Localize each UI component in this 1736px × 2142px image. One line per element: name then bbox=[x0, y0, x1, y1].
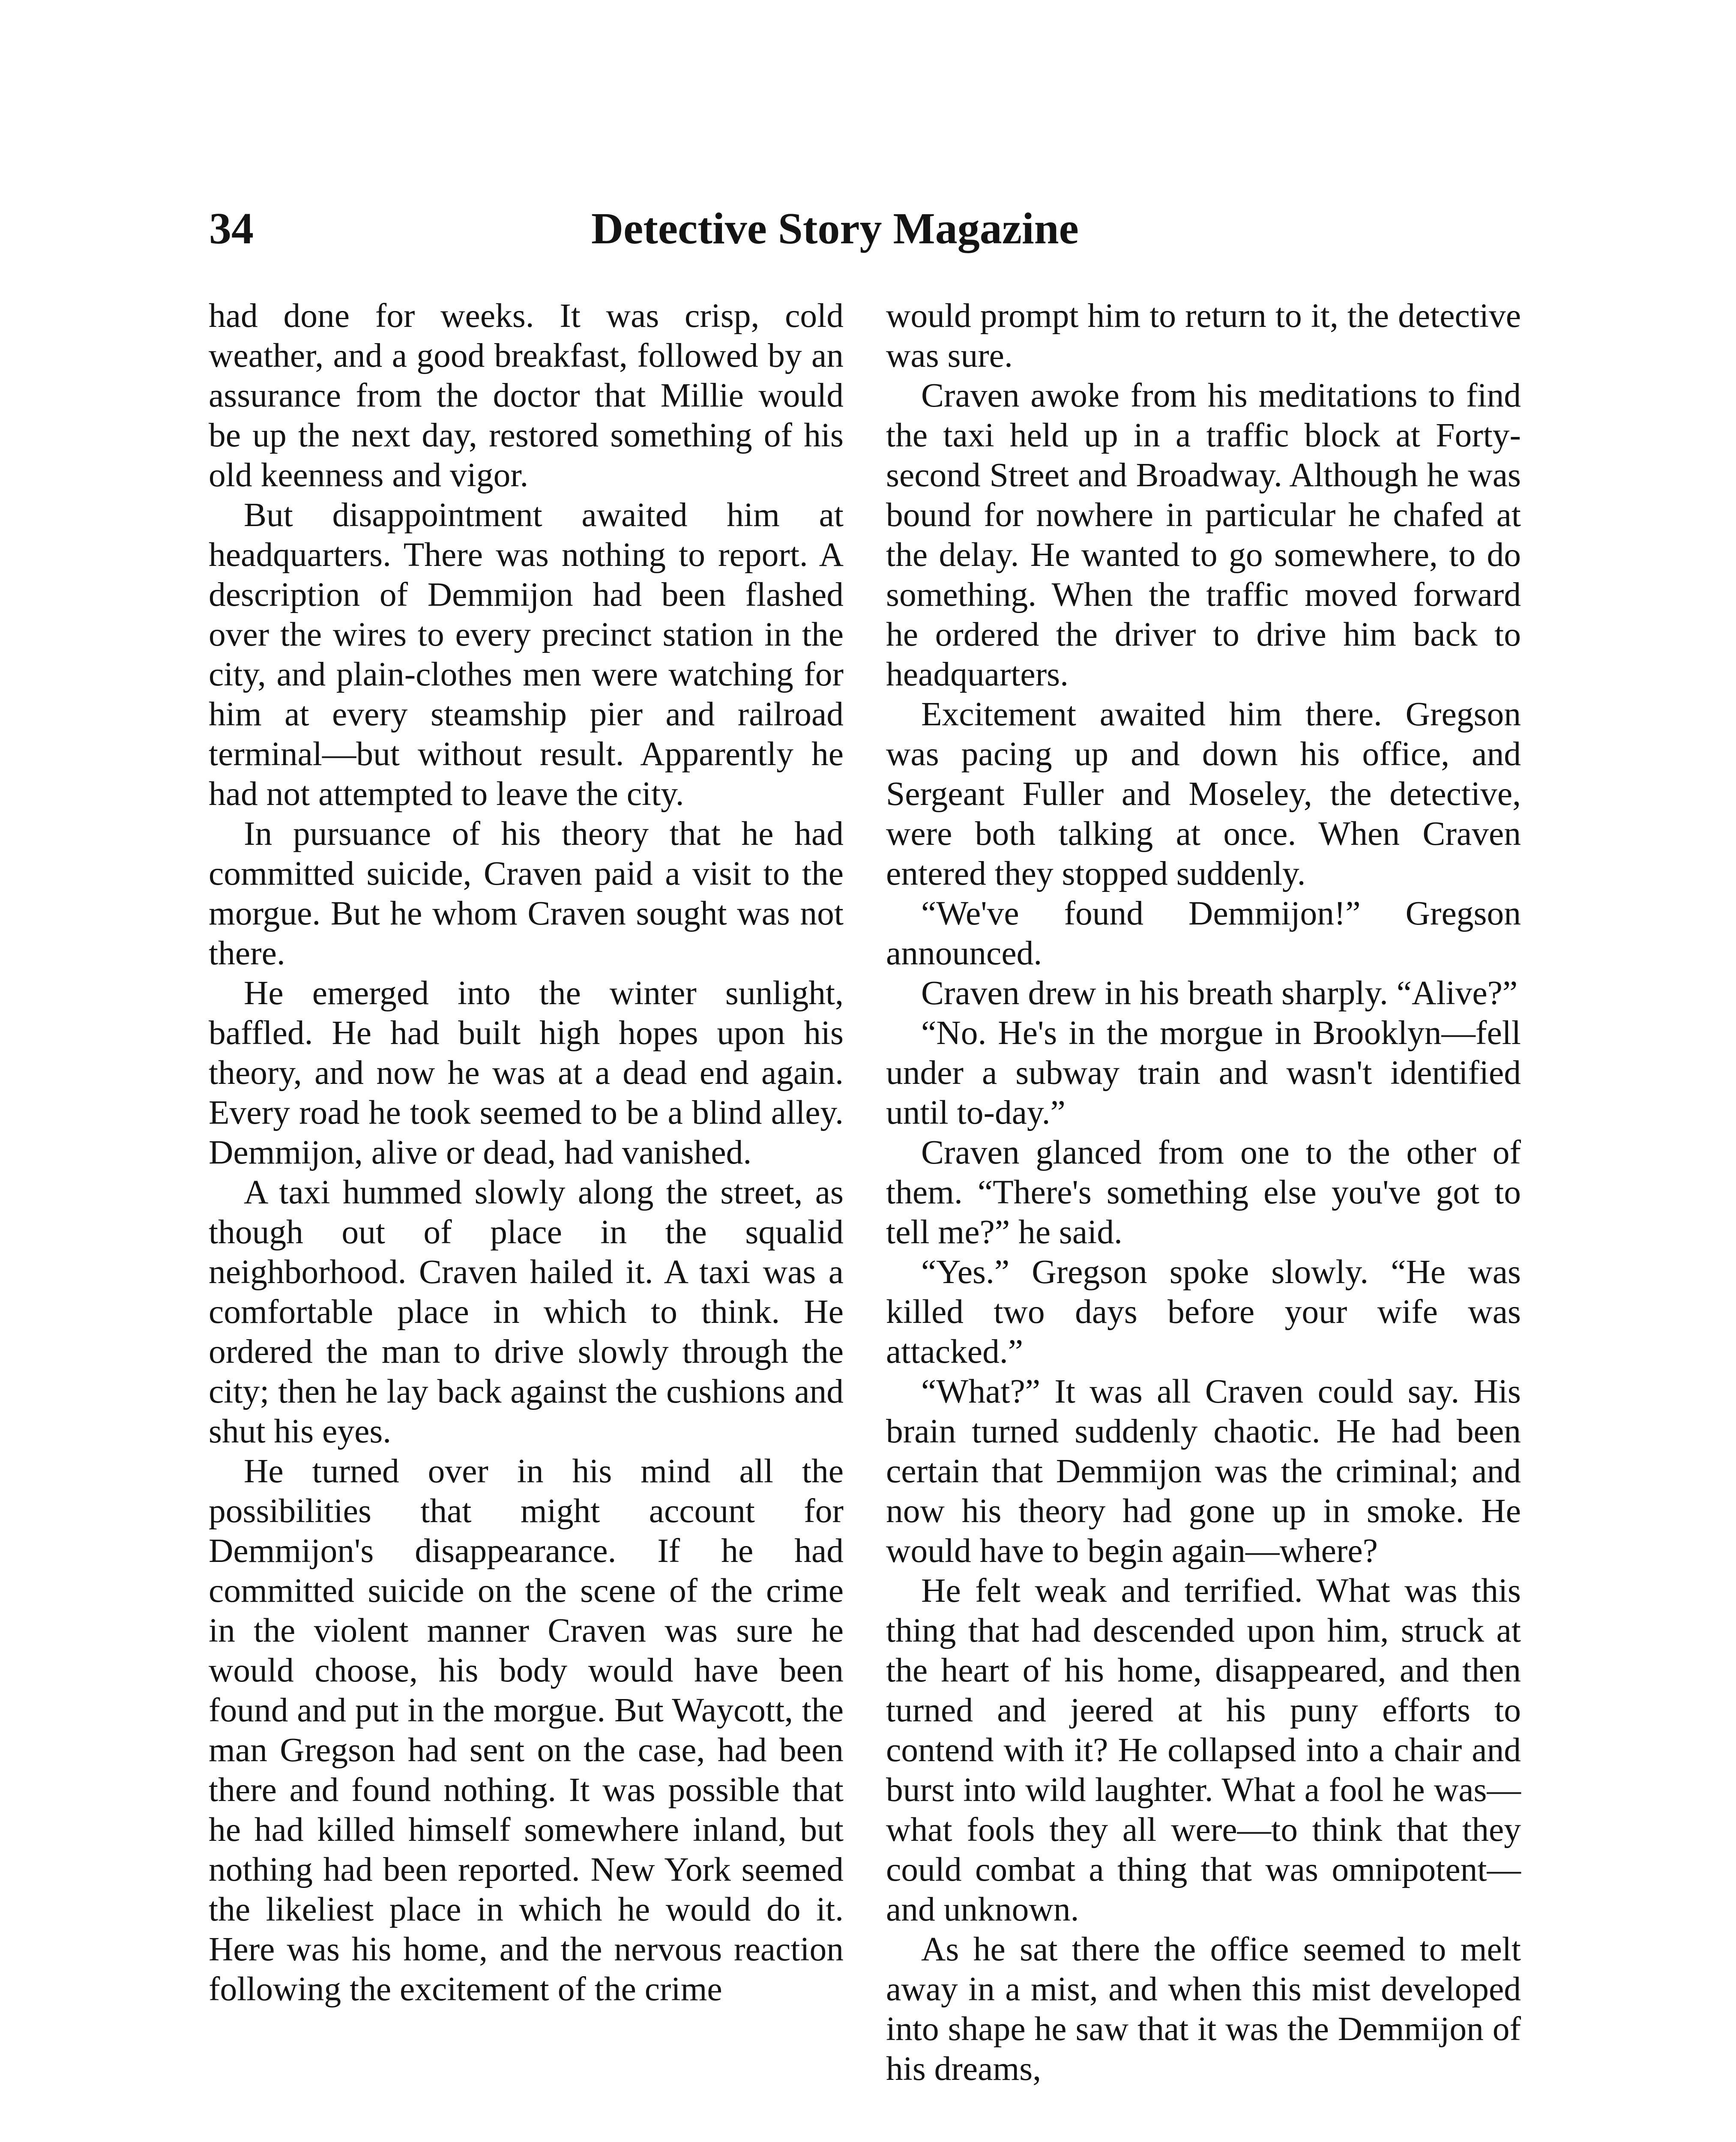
paragraph: Craven awoke from his meditations to find the taxi held up in a traffic block at Forty-second Street and Broadway. Although he was bound for nowhere in particular he chafed at the delay. He wanted to go somewhere, to do something. When the traffic moved forward he ordered the driver to drive him back to headquarters. bbox=[886, 377, 1521, 693]
paragraph: He emerged into the winter sunlight, baffled. He had built high hopes upon his theory, and now he was at a dead end again. Every road he took seemed to be a blind alley. Demmijon, alive or dead, had vanished. bbox=[209, 974, 844, 1171]
right-column bbox=[886, 296, 1521, 2089]
running-head: Detective Story Magazine bbox=[591, 204, 1079, 253]
paragraph: As he sat there the office seemed to melt away in a mist, and when this mist developed into shape he saw that it was the Demmijon of his dreams, bbox=[886, 1930, 1521, 2088]
paragraph: A taxi hummed slowly along the street, as though out of place in the squalid neighborhood. Craven hailed it. A taxi was a comfortable place in which to think. He ordered the man to drive slowly through the city; then he lay back against the cushions and shut his eyes. bbox=[209, 1173, 844, 1450]
paragraph: “What?” It was all Craven could say. His brain turned suddenly chaotic. He had been certain that Demmijon was the criminal; and now his theory had gone up in smoke. He would have to begin again—where? bbox=[886, 1373, 1521, 1570]
paragraph: would prompt him to return to it, the detective was sure. bbox=[886, 297, 1521, 374]
paragraph: In pursuance of his theory that he had committed suicide, Craven paid a visit to the morgue. But he whom Craven sought was not there. bbox=[209, 815, 844, 972]
paragraph: “Yes.” Gregson spoke slowly. “He was killed two days before your wife was attacked.” bbox=[886, 1253, 1521, 1370]
page-number: 34 bbox=[209, 204, 254, 253]
left-column bbox=[209, 296, 844, 2009]
paragraph: He turned over in his mind all the possibilities that might account for Demmijon's disappearance. If he had committed suicide on the scene of the crime in the violent manner Craven was sure he would choose, his body would have been found and put in the morgue. But Waycott, the man Gregson had sent on the case, had been there and found nothing. It was possible that he had killed himself somewhere inland, but nothing had been reported. New York seemed the likeliest place in which he would do it. Here was his home, and the nervous reaction following the excitement of the crime bbox=[209, 1452, 844, 2008]
paragraph: Craven glanced from one to the other of them. “There's something else you've got to tell me?” he said. bbox=[886, 1134, 1521, 1251]
paragraph: “No. He's in the morgue in Brooklyn—fell under a subway train and wasn't identified until to-day.” bbox=[886, 1014, 1521, 1131]
paragraph: Excitement awaited him there. Gregson was pacing up and down his office, and Sergeant Fuller and Moseley, the detective, were both talking at once. When Craven entered they stopped suddenly. bbox=[886, 695, 1521, 892]
paragraph: had done for weeks. It was crisp, cold weather, and a good breakfast, followed by an assurance from the doctor that Millie would be up the next day, restored something of his old keenness and vigor. bbox=[209, 297, 844, 494]
paragraph: Craven drew in his breath sharply. “Alive?” bbox=[921, 974, 1518, 1012]
paragraph: But disappointment awaited him at headquarters. There was nothing to report. A description of Demmijon had been flashed over the wires to every precinct station in the city, and plain-clothes men were watching for him at every steamship pier and railroad terminal—but without result. Apparently he had not attempted to leave the city. bbox=[209, 496, 844, 813]
paragraph: He felt weak and terrified. What was this thing that had descended upon him, struck at the heart of his home, disappeared, and then turned and jeered at his puny efforts to contend with it? He collapsed into a chair and burst into wild laughter. What a fool he was—what fools they all were—to think that they could combat a thing that was omnipotent—and unknown. bbox=[886, 1572, 1521, 1928]
paragraph: “We've found Demmijon!” Gregson announced. bbox=[886, 894, 1521, 972]
